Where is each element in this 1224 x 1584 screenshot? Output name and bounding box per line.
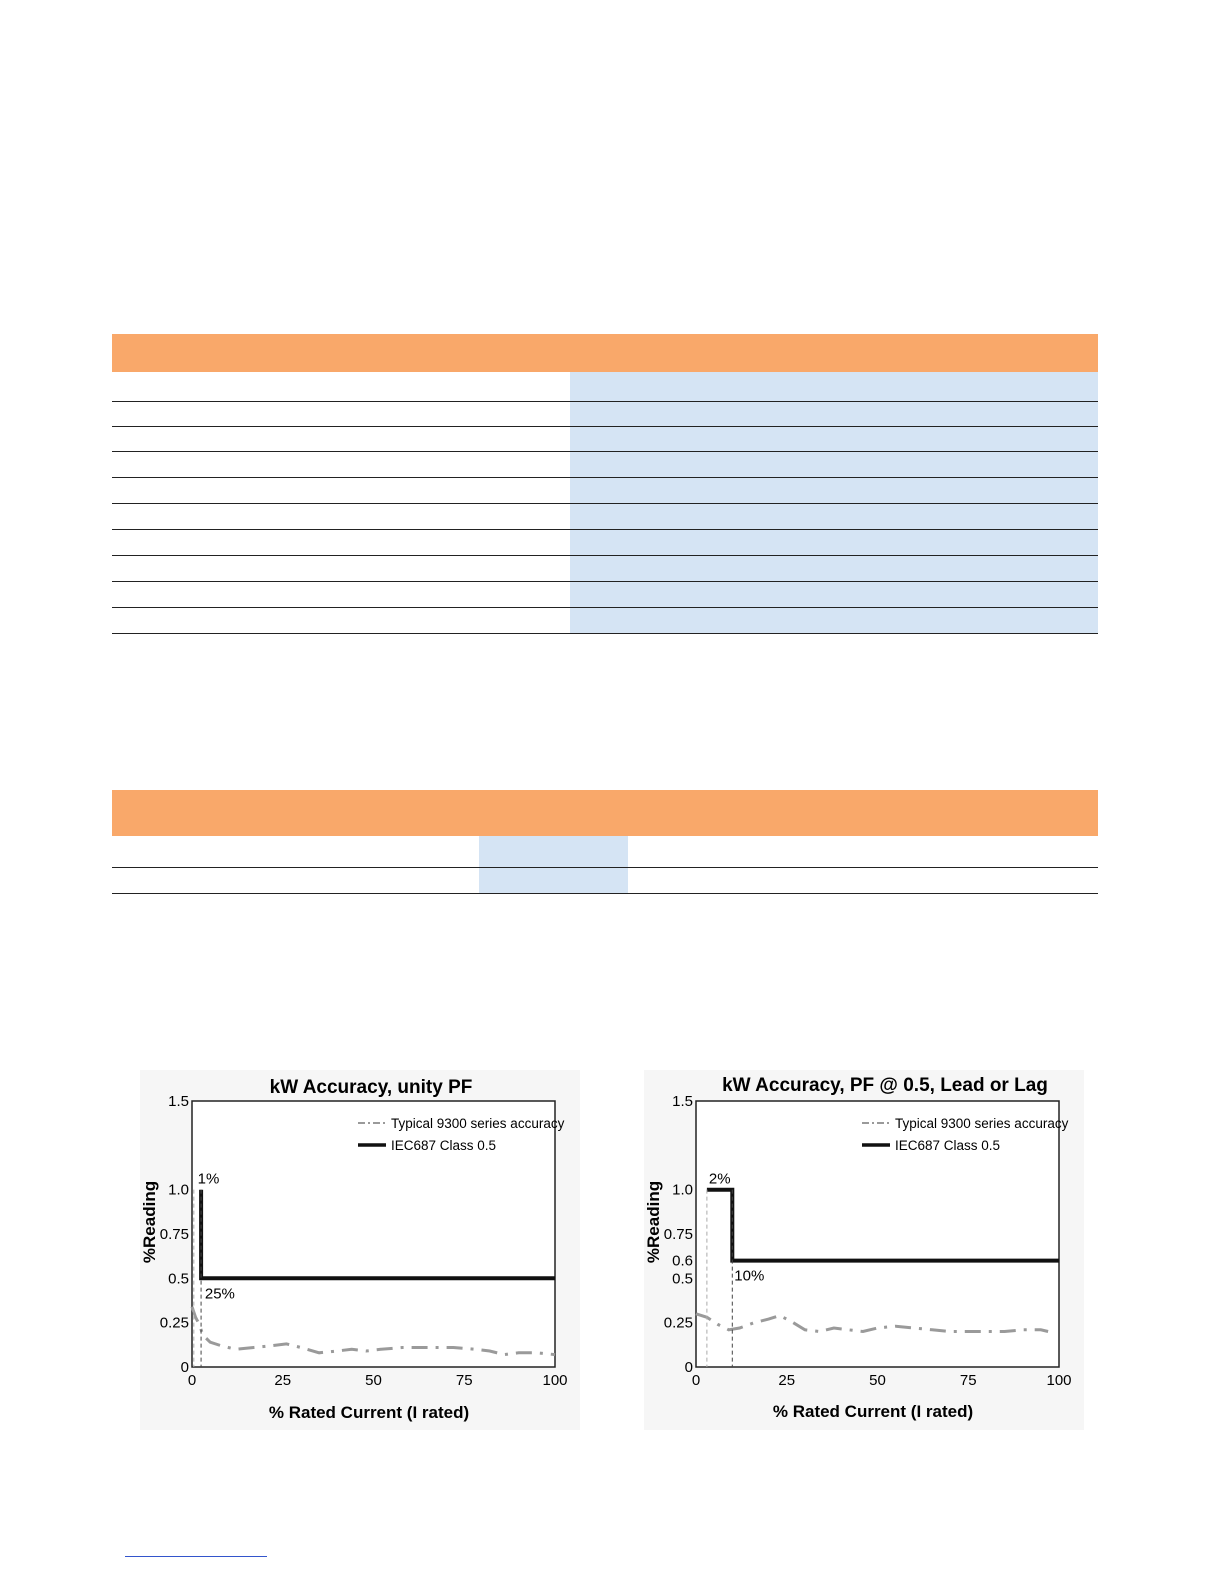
table-row bbox=[112, 868, 1098, 894]
x-axis-label: % Rated Current (I rated) bbox=[772, 1402, 974, 1421]
table-row bbox=[112, 427, 1098, 452]
y-tick-label: 1.0 bbox=[672, 1181, 693, 1199]
table-value-cell bbox=[479, 868, 628, 893]
table-value-cell bbox=[570, 608, 1098, 633]
table-value-cell bbox=[570, 478, 1098, 503]
plot-area bbox=[192, 1101, 555, 1367]
y-tick-label: 0 bbox=[684, 1359, 693, 1376]
y-tick-label: 1.0 bbox=[168, 1181, 189, 1199]
specifications-table bbox=[112, 334, 1098, 634]
y-tick-label: 1.5 bbox=[168, 1093, 189, 1110]
table-row bbox=[112, 530, 1098, 556]
y-tick-label: 0 bbox=[180, 1359, 189, 1376]
x-tick-label: 0 bbox=[187, 1372, 197, 1389]
footer-link-underline bbox=[125, 1556, 267, 1557]
y-tick-label: 0.75 bbox=[159, 1226, 189, 1243]
table-value-cell bbox=[570, 372, 1098, 401]
table-row bbox=[112, 582, 1098, 608]
annotation-label: 2% bbox=[708, 1170, 731, 1188]
y-tick-label: 0.25 bbox=[159, 1314, 189, 1332]
chart-title: kW Accuracy, unity PF bbox=[269, 1077, 473, 1098]
y-tick-label: 0.5 bbox=[672, 1270, 693, 1288]
table-row bbox=[112, 504, 1098, 530]
table-row bbox=[112, 402, 1098, 427]
x-tick-label: 0 bbox=[691, 1372, 701, 1389]
legend-label: IEC687 Class 0.5 bbox=[895, 1138, 1001, 1153]
table-value-cell bbox=[570, 427, 1098, 451]
table-value-cell bbox=[570, 556, 1098, 581]
table-row bbox=[112, 452, 1098, 478]
annotation-label: 1% bbox=[197, 1170, 220, 1188]
table-row bbox=[112, 608, 1098, 634]
x-tick-label: 100 bbox=[542, 1372, 568, 1389]
chart-title: kW Accuracy, PF @ 0.5, Lead or Lag bbox=[722, 1075, 1048, 1096]
y-axis-label: %Reading bbox=[644, 1180, 663, 1264]
y-tick-label: 0.6 bbox=[672, 1252, 693, 1270]
legend-label: IEC687 Class 0.5 bbox=[391, 1138, 497, 1153]
table-row bbox=[112, 556, 1098, 582]
table-value-cell bbox=[570, 452, 1098, 477]
legend-label: Typical 9300 series accuracy bbox=[895, 1116, 1069, 1131]
table-value-cell bbox=[479, 836, 628, 867]
table-row bbox=[112, 478, 1098, 504]
table-row bbox=[112, 836, 1098, 868]
annotation-label: 25% bbox=[204, 1285, 235, 1303]
kw-accuracy-unity-pf-chart bbox=[140, 1070, 580, 1430]
table-value-cell bbox=[570, 582, 1098, 607]
x-tick-label: 75 bbox=[959, 1372, 977, 1389]
y-axis-label: %Reading bbox=[140, 1180, 159, 1264]
accuracy-table bbox=[112, 790, 1098, 894]
x-tick-label: 75 bbox=[455, 1372, 473, 1389]
x-tick-label: 25 bbox=[274, 1372, 292, 1389]
table-header-bar bbox=[112, 790, 1098, 836]
y-tick-label: 0.25 bbox=[663, 1314, 693, 1332]
table-header-bar bbox=[112, 334, 1098, 372]
kw-accuracy-pf-0-5-chart bbox=[644, 1070, 1084, 1430]
plot-area bbox=[696, 1101, 1059, 1367]
legend-label: Typical 9300 series accuracy bbox=[391, 1116, 565, 1131]
x-tick-label: 50 bbox=[365, 1372, 382, 1389]
y-tick-label: 0.75 bbox=[663, 1226, 693, 1243]
table-value-cell bbox=[570, 402, 1098, 426]
table-value-cell bbox=[570, 504, 1098, 529]
table-value-cell bbox=[570, 530, 1098, 555]
x-tick-label: 50 bbox=[869, 1372, 886, 1389]
x-tick-label: 100 bbox=[1046, 1372, 1072, 1389]
annotation-label: 10% bbox=[734, 1267, 765, 1285]
x-tick-label: 25 bbox=[778, 1372, 796, 1389]
x-axis-label: % Rated Current (I rated) bbox=[268, 1403, 470, 1422]
y-tick-label: 1.5 bbox=[672, 1093, 693, 1110]
y-tick-label: 0.5 bbox=[168, 1270, 189, 1288]
table-row bbox=[112, 372, 1098, 402]
